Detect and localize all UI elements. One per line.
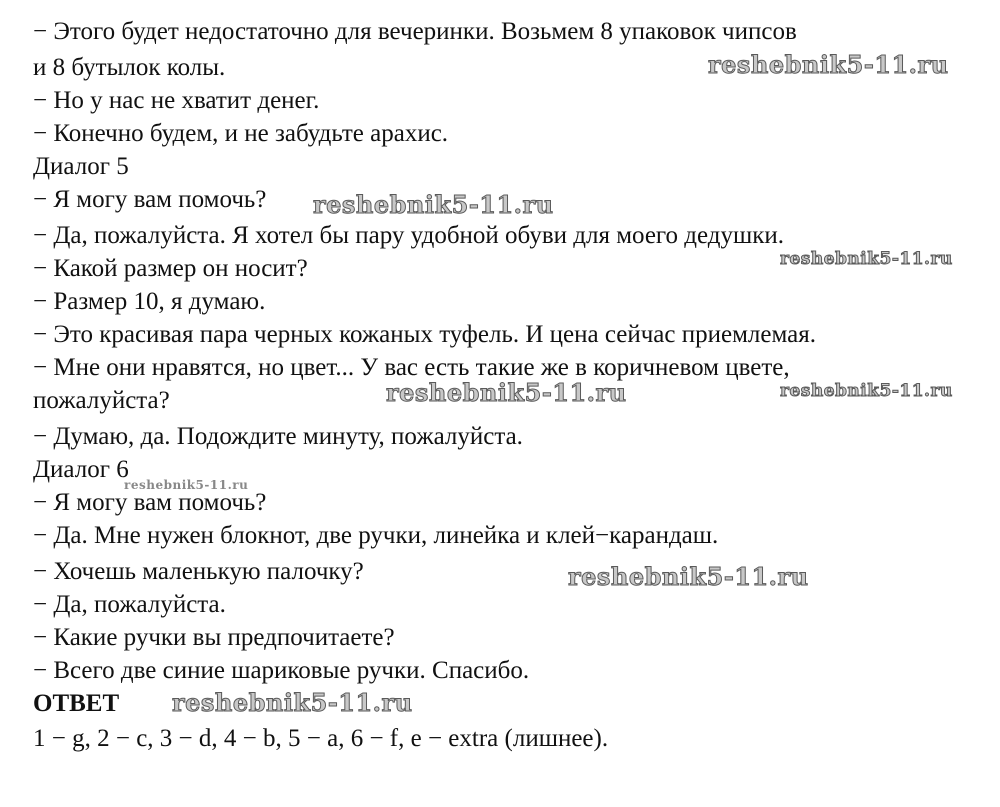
text-line: − Мне они нравятся, но цвет... У вас есть такие же в коричневом цвете, xyxy=(33,354,790,381)
text-line: − Думаю, да. Подождите минуту, пожалуйста. xyxy=(33,423,523,450)
section-heading: Диалог 6 xyxy=(33,456,129,483)
text-line: пожалуйста? xyxy=(33,387,170,414)
text-line: − Но у нас не хватит денег. xyxy=(33,87,320,114)
text-line: − Какие ручки вы предпочитаете? xyxy=(33,624,395,651)
text-line: − Какой размер он носит? xyxy=(33,255,308,282)
watermark: reshebnik5-11.ru xyxy=(172,688,413,717)
text-line: и 8 бутылок колы. xyxy=(33,54,226,81)
watermark: reshebnik5-11.ru xyxy=(386,378,627,407)
watermark: reshebnik5-11.ru xyxy=(708,50,949,79)
text-line: − Конечно будем, и не забудьте арахис. xyxy=(33,120,449,147)
watermark: reshebnik5-11.ru xyxy=(313,190,554,219)
watermark: reshebnik5-11.ru xyxy=(780,381,953,401)
text-line: − Хочешь маленькую палочку? xyxy=(33,558,364,585)
text-line: − Да. Мне нужен блокнот, две ручки, линейка и клей−карандаш. xyxy=(33,522,719,549)
text-line: − Это красивая пара черных кожаных туфель. И цена сейчас приемлемая. xyxy=(33,321,816,348)
text-line: − Я могу вам помочь? xyxy=(33,186,267,213)
text-line: − Размер 10, я думаю. xyxy=(33,288,266,315)
answer-line: 1 − g, 2 − c, 3 − d, 4 − b, 5 − a, 6 − f, e − extra (лишнее). xyxy=(33,725,609,752)
answer-heading: ОТВЕТ xyxy=(33,690,120,717)
watermark: reshebnik5-11.ru xyxy=(780,249,953,269)
text-line: − Да, пожалуйста. xyxy=(33,591,226,618)
watermark: reshebnik5-11.ru xyxy=(568,562,809,591)
watermark: reshebnik5-11.ru xyxy=(124,478,249,492)
text-line: − Всего две синие шариковые ручки. Спасибо. xyxy=(33,657,530,684)
text-line: − Этого будет недостаточно для вечеринки. Возьмем 8 упаковок чипсов xyxy=(33,18,797,45)
text-line: − Я могу вам помочь? xyxy=(33,489,267,516)
section-heading: Диалог 5 xyxy=(33,153,129,180)
text-line: − Да, пожалуйста. Я хотел бы пару удобной обуви для моего дедушки. xyxy=(33,222,785,249)
